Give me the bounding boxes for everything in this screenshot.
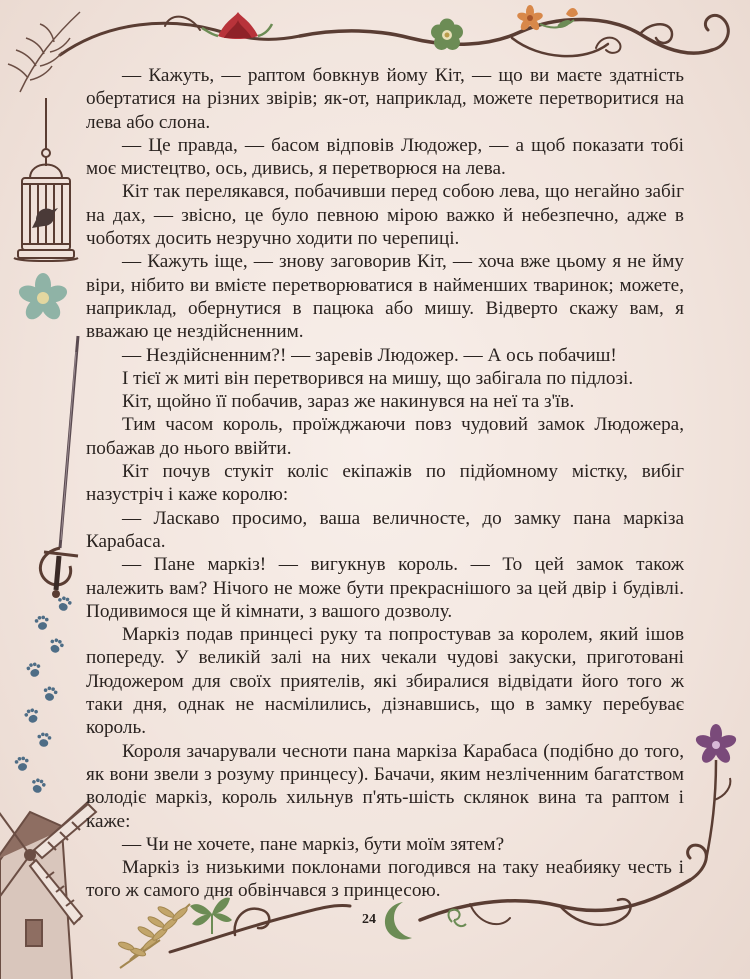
paragraph: — Чи не хочете, пане маркіз, бути моїм зятем? xyxy=(122,833,505,855)
sword-icon xyxy=(40,336,78,598)
story-text xyxy=(86,64,684,903)
paragraph: — Кажуть іще, — знову заговорив Кіт, — хоча вже цьому я не йму віри, нібито ви вмієте перетворюватися в найменших тваринок; можете, наприклад, обернутися в пацюка або мишу. Відверто скажу вам, я вважаю це нездійсненним. xyxy=(86,251,684,343)
paragraph: Короля зачарували чесноти пана маркіза Карабаса (подібно до того, як вони звели з розуму принцесу). Бачачи, яким незліченним багатством володіє маркіз, король хильнув п'ять-шість склянок вина та раптом і каже: xyxy=(86,740,684,832)
red-tulip-icon xyxy=(202,12,272,39)
paragraph: — Нездійсненним?! — заревів Людожер. — А ось побачиш! xyxy=(122,344,617,366)
feather-icon xyxy=(8,12,80,92)
paragraph: Кіт, щойно її побачив, зараз же накинувся на неї та з'їв. xyxy=(122,391,575,413)
paragraph: — Кажуть, — раптом бовкнув йому Кіт, — що ви маєте здатність обертатися на різних звірів; як-от, наприклад, можете перетворитися на лева або слона. xyxy=(86,65,684,133)
teal-flower-icon xyxy=(17,273,69,323)
paragraph: Маркіз подав принцесі руку та попростував за королем, який ішов попереду. У великій залі на них чекали чудові закуски, приготовані Людожером для своїх приятелів, які збиралися відвідати його того ж таки дня, однак не насмілились, дізнавшись, що в замку перебуває король. xyxy=(86,624,684,739)
paragraph: І тієї ж миті він перетворився на мишу, що забігала по підлозі. xyxy=(122,367,634,389)
paragraph: — Ласкаво просимо, ваша величносте, до замку пана маркіза Карабаса. xyxy=(86,507,684,552)
purple-flower-icon xyxy=(694,724,738,860)
birdcage-icon xyxy=(14,98,78,261)
paw-prints-icon xyxy=(14,595,73,794)
paragraph: Тим часом король, проїжджаючи повз чудовий замок Людожера, побажав до нього ввійти. xyxy=(86,414,684,459)
orange-bud-icon xyxy=(566,8,578,17)
leaf-sprig-icon xyxy=(190,898,232,934)
small-swirl-icon xyxy=(449,910,466,926)
paragraph: Кіт так перелякався, побачивши перед собою лева, що негайно забіг на дах, — звісно, це було певною мірою важко й небезпечно, адже в чоботях досить незручно ходити по черепиці. xyxy=(86,181,684,250)
paragraph: — Пане маркіз! — вигукнув король. — То цей замок також належить вам? Нічого не може бути прекраснішого за цей двір і будівлі. Подивимося ще й кімнати, з вашого дозволу. xyxy=(86,554,684,622)
paragraph: Маркіз із низькими поклонами погодився на таку неабияку честь і того ж самого дня обвінчався з принцесою. xyxy=(86,857,684,902)
wheat-icon xyxy=(117,904,190,968)
paragraph: — Це правда, — басом відповів Людожер, — а щоб показати тобі моє мистецтво, ось, дивись, я перетворюся на лева. xyxy=(86,134,684,180)
top-swirl-vine xyxy=(60,15,728,56)
crescent-icon xyxy=(385,902,412,940)
paragraph: Кіт почув стукіт коліс екіпажів по підйомному містку, вибіг назустріч і каже королю: xyxy=(86,461,684,506)
windmill-icon xyxy=(0,800,96,979)
page-number: 24 xyxy=(362,912,376,927)
green-flower-icon xyxy=(431,19,463,51)
